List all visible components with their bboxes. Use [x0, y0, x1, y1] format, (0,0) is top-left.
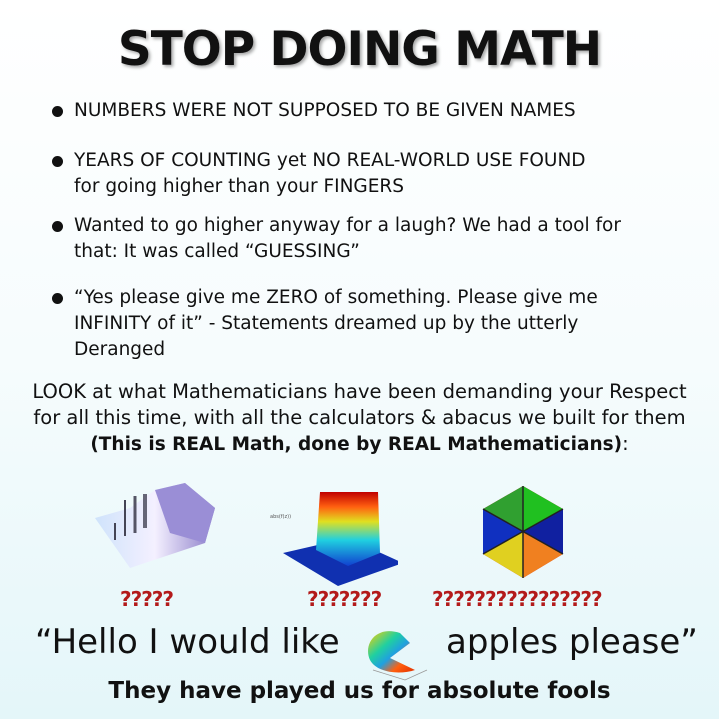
cardioid-surface-plot [345, 625, 430, 683]
3d-rainbow-surface-plot [268, 478, 398, 586]
svg-text:abs(f(z)): abs(f(z)) [270, 514, 292, 520]
meme-title: STOP DOING MATH [117, 22, 602, 77]
bullet [52, 213, 621, 265]
bullet [52, 148, 586, 200]
bullet-text: “Yes please give me ZERO of something. Please give me [74, 287, 598, 308]
look-colon: : [622, 432, 629, 455]
bullet-text: Deranged [74, 339, 166, 360]
purple-surface-plot [90, 478, 220, 578]
hello-right-text: apples please” [446, 622, 698, 662]
look-paragraph [0, 379, 719, 458]
footer-text: They have played us for absolute fools [108, 678, 611, 704]
figure-caption: ????? [120, 587, 174, 611]
bullet-text: NUMBERS WERE NOT SUPPOSED TO BE GIVEN NAMES [74, 100, 576, 121]
bullet [52, 98, 576, 124]
bullet-text: YEARS OF COUNTING yet NO REAL-WORLD USE FOUND [74, 150, 586, 171]
bullet-dot [52, 106, 63, 117]
bullet-dot [52, 293, 63, 304]
compound-polyhedron [478, 484, 568, 580]
bullet-dot [52, 156, 63, 167]
bullet-text: INFINITY of it” - Statements dreamed up by the utterly [74, 313, 579, 334]
hello-left-text: “Hello I would like [35, 622, 340, 662]
figure-caption: ???????????????? [432, 587, 602, 611]
bullet [52, 285, 598, 363]
figure-caption: ??????? [307, 587, 382, 611]
bullet-text: for going higher than your FINGERS [74, 176, 405, 197]
bullet-dot [52, 221, 63, 232]
bullet-text: that: It was called “GUESSING” [74, 241, 360, 262]
bullet-text: Wanted to go higher anyway for a laugh? We had a tool for [74, 215, 621, 236]
look-line: for all this time, with all the calculators & abacus we built for them [33, 406, 686, 429]
look-line: LOOK at what Mathematicians have been demanding your Respect [32, 380, 687, 403]
look-bold: (This is REAL Math, done by REAL Mathematicians) [90, 434, 623, 455]
